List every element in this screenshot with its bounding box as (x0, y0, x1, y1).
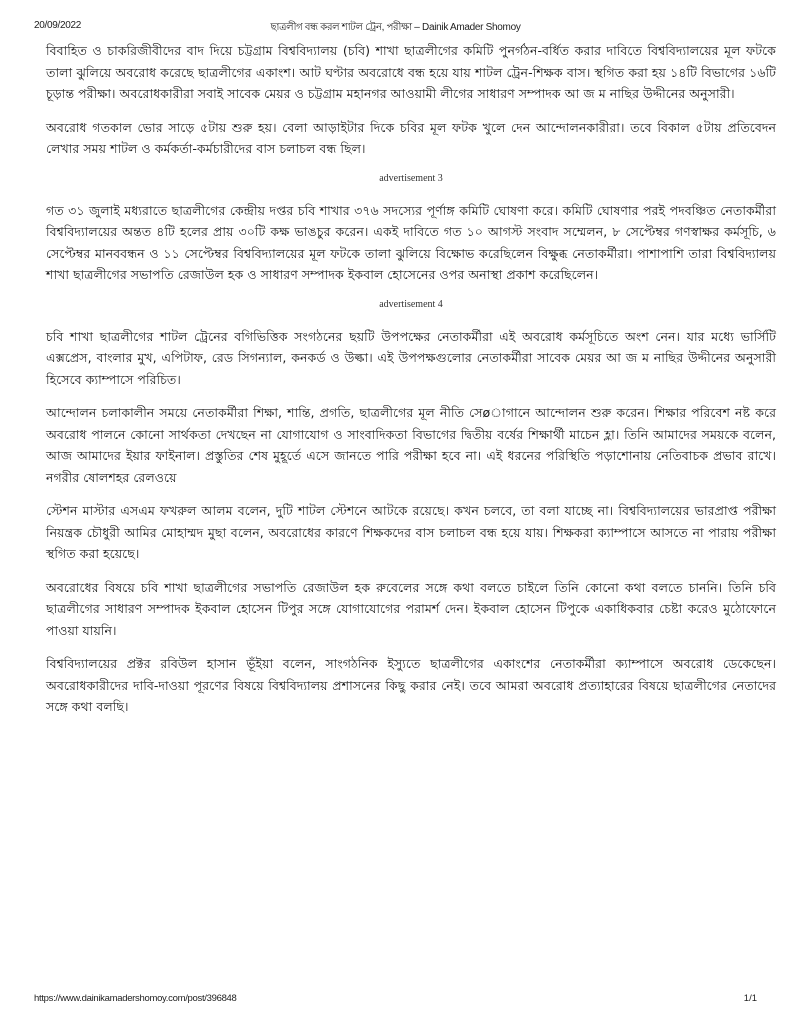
advertisement-3-label: advertisement 3 (379, 172, 443, 184)
print-header (0, 20, 791, 34)
print-page-title: ছাত্রলীগ বন্ধ করল শাটল ট্রেন, পরীক্ষা – Dainik Amader Shomoy (270, 22, 521, 33)
article-paragraph: অবরোধ গতকাল ভোর সাড়ে ৫টায় শুরু হয়। বেলা আড়াইটার দিকে চবির মূল ফটক খুলে দেন আন্দোলনকারীরা। তবে বিকাল ৫টায় প্রতিবেদন লেখার সময় শাটল ও কর্মকর্তা-কর্মচারীদের বাস চলাচল বন্ধ ছিল। (46, 119, 776, 156)
article-paragraph: অবরোধের বিষয়ে চবি শাখা ছাত্রলীগের সভাপতি রেজাউল হক রুবেলের সঙ্গে কথা বলতে চাইলে তিনি কোনো কথা বলতে চাননি। তিনি চবি ছাত্রলীগের সাধারণ সম্পাদক ইকবাল হোসেন টিপুর সঙ্গে যোগাযোগের পরামর্শ দেন। ইকবাল হোসেন টিপুকে একাধিকবার চেষ্টা করেও মুঠোফোনে পাওয়া যায়নি। (46, 579, 776, 638)
article-body (46, 40, 776, 730)
print-date: 20/09/2022 (34, 20, 82, 31)
advertisement-4-label: advertisement 4 (379, 298, 443, 310)
page-number: 1/1 (743, 993, 757, 1004)
article-paragraph: চবি শাখা ছাত্রলীগের শাটল ট্রেনের বগিভিত্তিক সংগঠনের ছয়টি উপপক্ষের নেতাকর্মীরা এই অবরোধ কর্মসূচিতে অংশ নেন। যার মধ্যে ভার্সিটি এক্সপ্রেস, বাংলার মুখ, এপিটাফ, রেড সিগন্যাল, কনকর্ড ও উল্কা। এই উপপক্ষগুলোর নেতাকর্মীরা সাবেক মেয়র আ জ ম নাছির উদ্দীনের অনুসারী হিসেবে ক্যাম্পাসে পরিচিত। (46, 328, 776, 387)
article-paragraph: আন্দোলন চলাকালীন সময়ে নেতাকর্মীরা শিক্ষা, শান্তি, প্রগতি, ছাত্রলীগের মূল নীতি সেøাগানে আন্দোলন শুরু করেন। শিক্ষার পরিবেশ নষ্ট করে অবরোধ পালনে কোনো সার্থকতা দেখছেন না যোগাযোগ ও সাংবাদিকতা বিভাগের দ্বিতীয় বর্ষের শিক্ষার্থী মাচেন হ্লা। তিনি আমাদের সময়কে বলেন, আজ আমাদের ইয়ার ফাইনাল। প্রস্তুতির শেষ মুহূর্তে এসে জানতে পারি পরীক্ষা হবে না। এই ধরনের পরিস্থিতি পড়াশোনায় নেতিবাচক প্রভাব রাখে। নগরীর ষোলশহর রেলওয়ে (46, 405, 776, 485)
article-paragraph: বিশ্ববিদ্যালয়ের প্রক্টর রবিউল হাসান ভূঁইয়া বলেন, সাংগঠনিক ইস্যুতে ছাত্রলীগের একাংশের নেতাকর্মীরা ক্যাম্পাসে অবরোধ ডেকেছেন। অবরোধকারীদের দাবি-দাওয়া পূরণের বিষয়ে বিশ্ববিদ্যালয় প্রশাসনের কিছু করার নেই। তবে আমরা অবরোধ প্রত্যাহারের বিষয়ে ছাত্রলীগের নেতাদের সঙ্গে কথা বলছি। (46, 656, 776, 714)
article-paragraph: স্টেশন মাস্টার এসএম ফখরুল আলম বলেন, দুটি শাটল স্টেশনে আটকে রয়েছে। কখন চলবে, তা বলা যাচ্ছে না। বিশ্ববিদ্যালয়ের ভারপ্রাপ্ত পরীক্ষা নিয়ন্ত্রক চৌধুরী আমির মোহাম্মদ মুছা বলেন, অবরোধের কারণে শিক্ষকদের বাস চলাচল বন্ধ হয়ে যায়। শিক্ষকরা ক্যাম্পাসে আসতে না পারায় পরীক্ষা স্থগিত করা হয়েছে। (46, 503, 776, 561)
article-paragraph: গত ৩১ জুলাই মধ্যরাতে ছাত্রলীগের কেন্দ্রীয় দপ্তর চবি শাখার ৩৭৬ সদস্যের পূর্ণাঙ্গ কমিটি ঘোষণা করে। কমিটি ঘোষণার পরই পদবঞ্চিত নেতাকর্মীরা বিশ্ববিদ্যালয়ের অন্তত ৪টি হলের প্রায় ৩০টি কক্ষ ভাঙচুর করেন। একই দাবিতে গত ১০ আগস্ট সংবাদ সম্মেলন, ৮ সেপ্টেম্বর গণস্বাক্ষর কর্মসূচি, ৬ সেপ্টেম্বর মানববন্ধন ও ১১ সেপ্টেম্বর বিশ্ববিদ্যালয়ের মূল ফটকে তালা ঝুলিয়ে বিক্ষোভ করেছিলেন বিক্ষুব্ধ নেতাকর্মীরা। পাশাপাশি তারা বিশ্ববিদ্যালয় শাখা ছাত্রলীগের সভাপতি রেজাউল হক ও সাধারণ সম্পাদক ইকবাল হোসেনের ওপর অনাস্থা প্রকাশ করেছিলেন। (46, 202, 776, 282)
article-paragraph: বিবাহিত ও চাকরিজীবীদের বাদ দিয়ে চট্টগ্রাম বিশ্ববিদ্যালয় (চবি) শাখা ছাত্রলীগের কমিটি পুনর্গঠন-বর্ধিত করার দাবিতে বিশ্ববিদ্যালয়ের মূল ফটকে তালা ঝুলিয়ে অবরোধ করেছে ছাত্রলীগের একাংশ। আট ঘণ্টার অবরোধে বন্ধ হয়ে যায় শাটল ট্রেন-শিক্ষক বাস। স্থগিত করা হয় ১৪টি বিভাগের ১৬টি চূড়ান্ত পরীক্ষা। অবরোধকারীরা সবাই সাবেক মেয়র ও চট্টগ্রাম মহানগর আওয়ামী লীগের সাধারণ সম্পাদক আ জ ম নাছির উদ্দীনের অনুসারী। (46, 43, 776, 101)
page-url: https://www.dainikamadershomoy.com/post/396848 (34, 993, 237, 1004)
print-footer (0, 993, 791, 1007)
